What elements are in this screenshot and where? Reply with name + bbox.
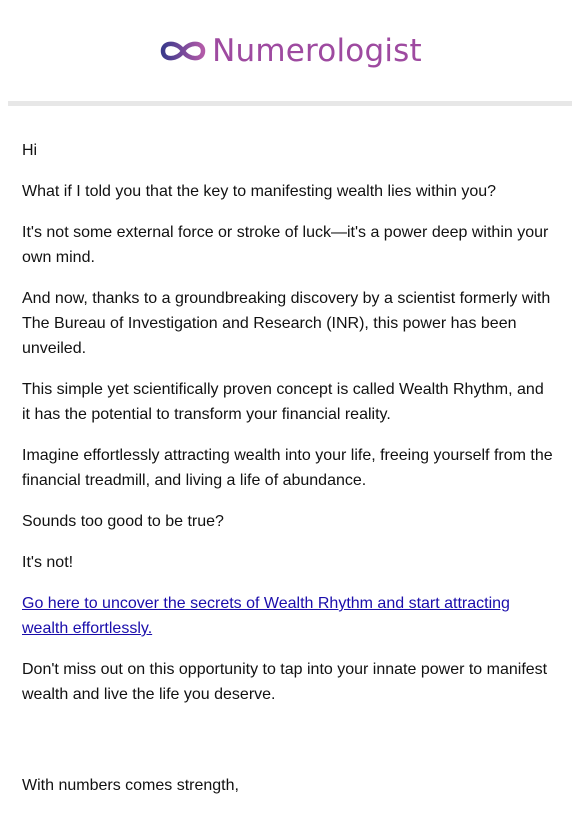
signoff: With numbers comes strength,: [22, 777, 239, 794]
greeting: Hi: [22, 142, 38, 159]
email-body: [22, 138, 556, 814]
paragraph-2: It's not some external force or stroke of luck—it's a power deep within your own mind.: [22, 224, 549, 266]
spacer: [22, 723, 556, 773]
paragraph-7: It's not!: [22, 554, 74, 571]
brand-logo[interactable]: [158, 32, 422, 69]
header-divider: [8, 101, 572, 106]
cta-link[interactable]: Go here to uncover the secrets of Wealth Rhythm and start attracting wealth effortlessly.: [22, 595, 510, 637]
paragraph-6: Sounds too good to be true?: [22, 513, 224, 530]
email-header: [0, 0, 580, 100]
infinity-icon: [158, 37, 208, 65]
brand-name: Numerologist: [212, 32, 422, 69]
paragraph-1: What if I told you that the key to manifesting wealth lies within you?: [22, 183, 497, 200]
cta-paragraph: [22, 591, 556, 641]
paragraph-4: This simple yet scientifically proven concept is called Wealth Rhythm, and it has the potential to transform your financial reality.: [22, 381, 544, 423]
closing-paragraph: Don't miss out on this opportunity to tap into your innate power to manifest wealth and live the life you deserve.: [22, 661, 548, 703]
paragraph-3: And now, thanks to a groundbreaking discovery by a scientist formerly with The Bureau of Investigation and Research (INR), this power has been unveiled.: [22, 290, 551, 357]
paragraph-5: Imagine effortlessly attracting wealth into your life, freeing yourself from the financial treadmill, and living a life of abundance.: [22, 447, 553, 489]
